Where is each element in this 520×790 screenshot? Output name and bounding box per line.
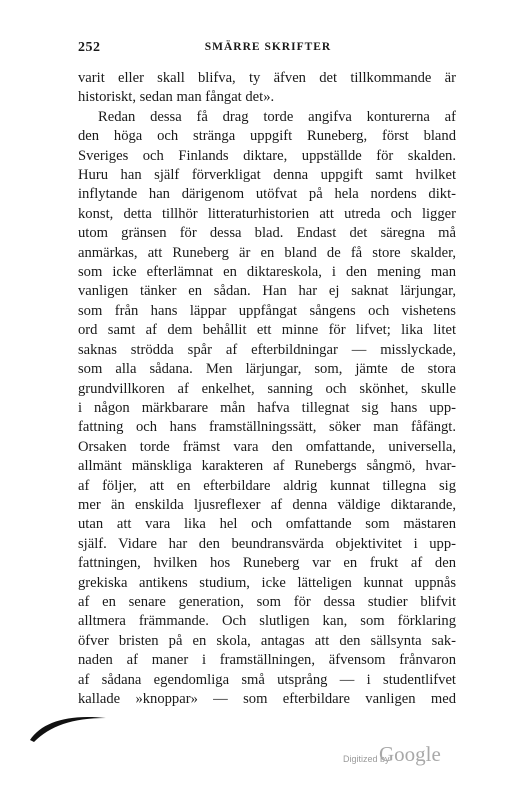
text-line: af sådana egendomliga små utsprång — i studentlifvet [78, 671, 456, 688]
text-line: som från hans läppar uppfångat sångens och vishetens [78, 302, 456, 319]
text-line: naden af maner i framställningen, äfvensom frånvaron [78, 652, 456, 669]
text-line: fattningen, hvilken hos Runeberg var en frukt af den [78, 555, 456, 572]
text-line: grundvillkoren af enkelhet, sanning och skönhet, skulle [78, 380, 456, 397]
text-line: mer än enskilda ljusreflexer af denna väldige diktarande, [78, 496, 456, 513]
text-line: Sveriges och Finlands diktare, uppställde för skalden. [78, 147, 456, 164]
body-text [78, 69, 456, 709]
text-line: fattning och hans framställningssätt, söker man fåfängt. [78, 419, 456, 436]
text-line: Huru han själf förverkligat denna uppgift samt hvilket [78, 167, 456, 184]
text-line: varit eller skall blifva, ty äfven det tillkommande är [78, 70, 456, 86]
text-line: utan att vara lika hel och omfattande som mästaren [78, 516, 456, 533]
text-line: Redan dessa få drag torde angifva konturerna af [98, 108, 456, 125]
digitized-by-label: Digitized by [343, 754, 390, 764]
page-header [78, 40, 458, 60]
page-curl-mark [28, 712, 108, 744]
text-line: allmänt mänskliga karakteren af Runebergs sångmö, hvar- [78, 458, 456, 475]
running-title: SMÄRRE SKRIFTER [204, 41, 332, 53]
text-line: som alla sådana. Men lärjungar, som, jämte de stora [78, 361, 456, 378]
text-line: ord samt af dem behållit ett minne för lifvet; lika litet [78, 322, 456, 339]
text-line: själf. Vidare har den beundransvärda objektivitet i upp- [78, 535, 456, 552]
text-line: saknas strödda spår af efterbildningar — misslyckade, [78, 341, 456, 358]
text-line: alltmera främmande. Och slutligen kan, som förklaring [78, 613, 456, 630]
text-line: den höga och stränga uppgift Runeberg, först bland [78, 128, 456, 145]
text-line: kallade »knoppar» — som efterbildare vanligen med [78, 691, 456, 707]
text-line: af en senare generation, som för dessa studier blifvit [78, 593, 456, 610]
page-number: 252 [78, 40, 101, 55]
text-line: utom gränsen för dessa blad. Endast det säregna må [78, 225, 456, 242]
text-line: öfver bristen på en skola, antagas att den sällsynta sak- [78, 632, 456, 649]
text-line: i någon märkbarare mån hafva tillegnat sig hans upp- [78, 399, 456, 416]
text-line: grekiska antikens studium, icke lätteligen kunnat uppnås [78, 574, 456, 591]
text-line: historiskt, sedan man fångat det». [78, 89, 275, 106]
text-line: anmärkas, att Runeberg är en bland de få store skalder, [78, 244, 456, 261]
google-watermark: Google [379, 742, 441, 766]
text-line: af följer, att en efterbildare aldrig kunnat tillegna sig [78, 477, 456, 494]
text-line: konst, detta tillhör litteraturhistorien att utreda och ligger [78, 205, 456, 222]
text-line: Orsaken torde främst vara den omfattande, universella, [78, 438, 456, 455]
text-line: som icke efterlämnat en diktareskola, i den mening man [78, 264, 456, 281]
text-line: inflytande han därigenom utöfvat på hela nordens dikt- [78, 186, 456, 203]
text-line: vanligen tänker en sådan. Han har ej saknat lärjungar, [78, 283, 456, 300]
